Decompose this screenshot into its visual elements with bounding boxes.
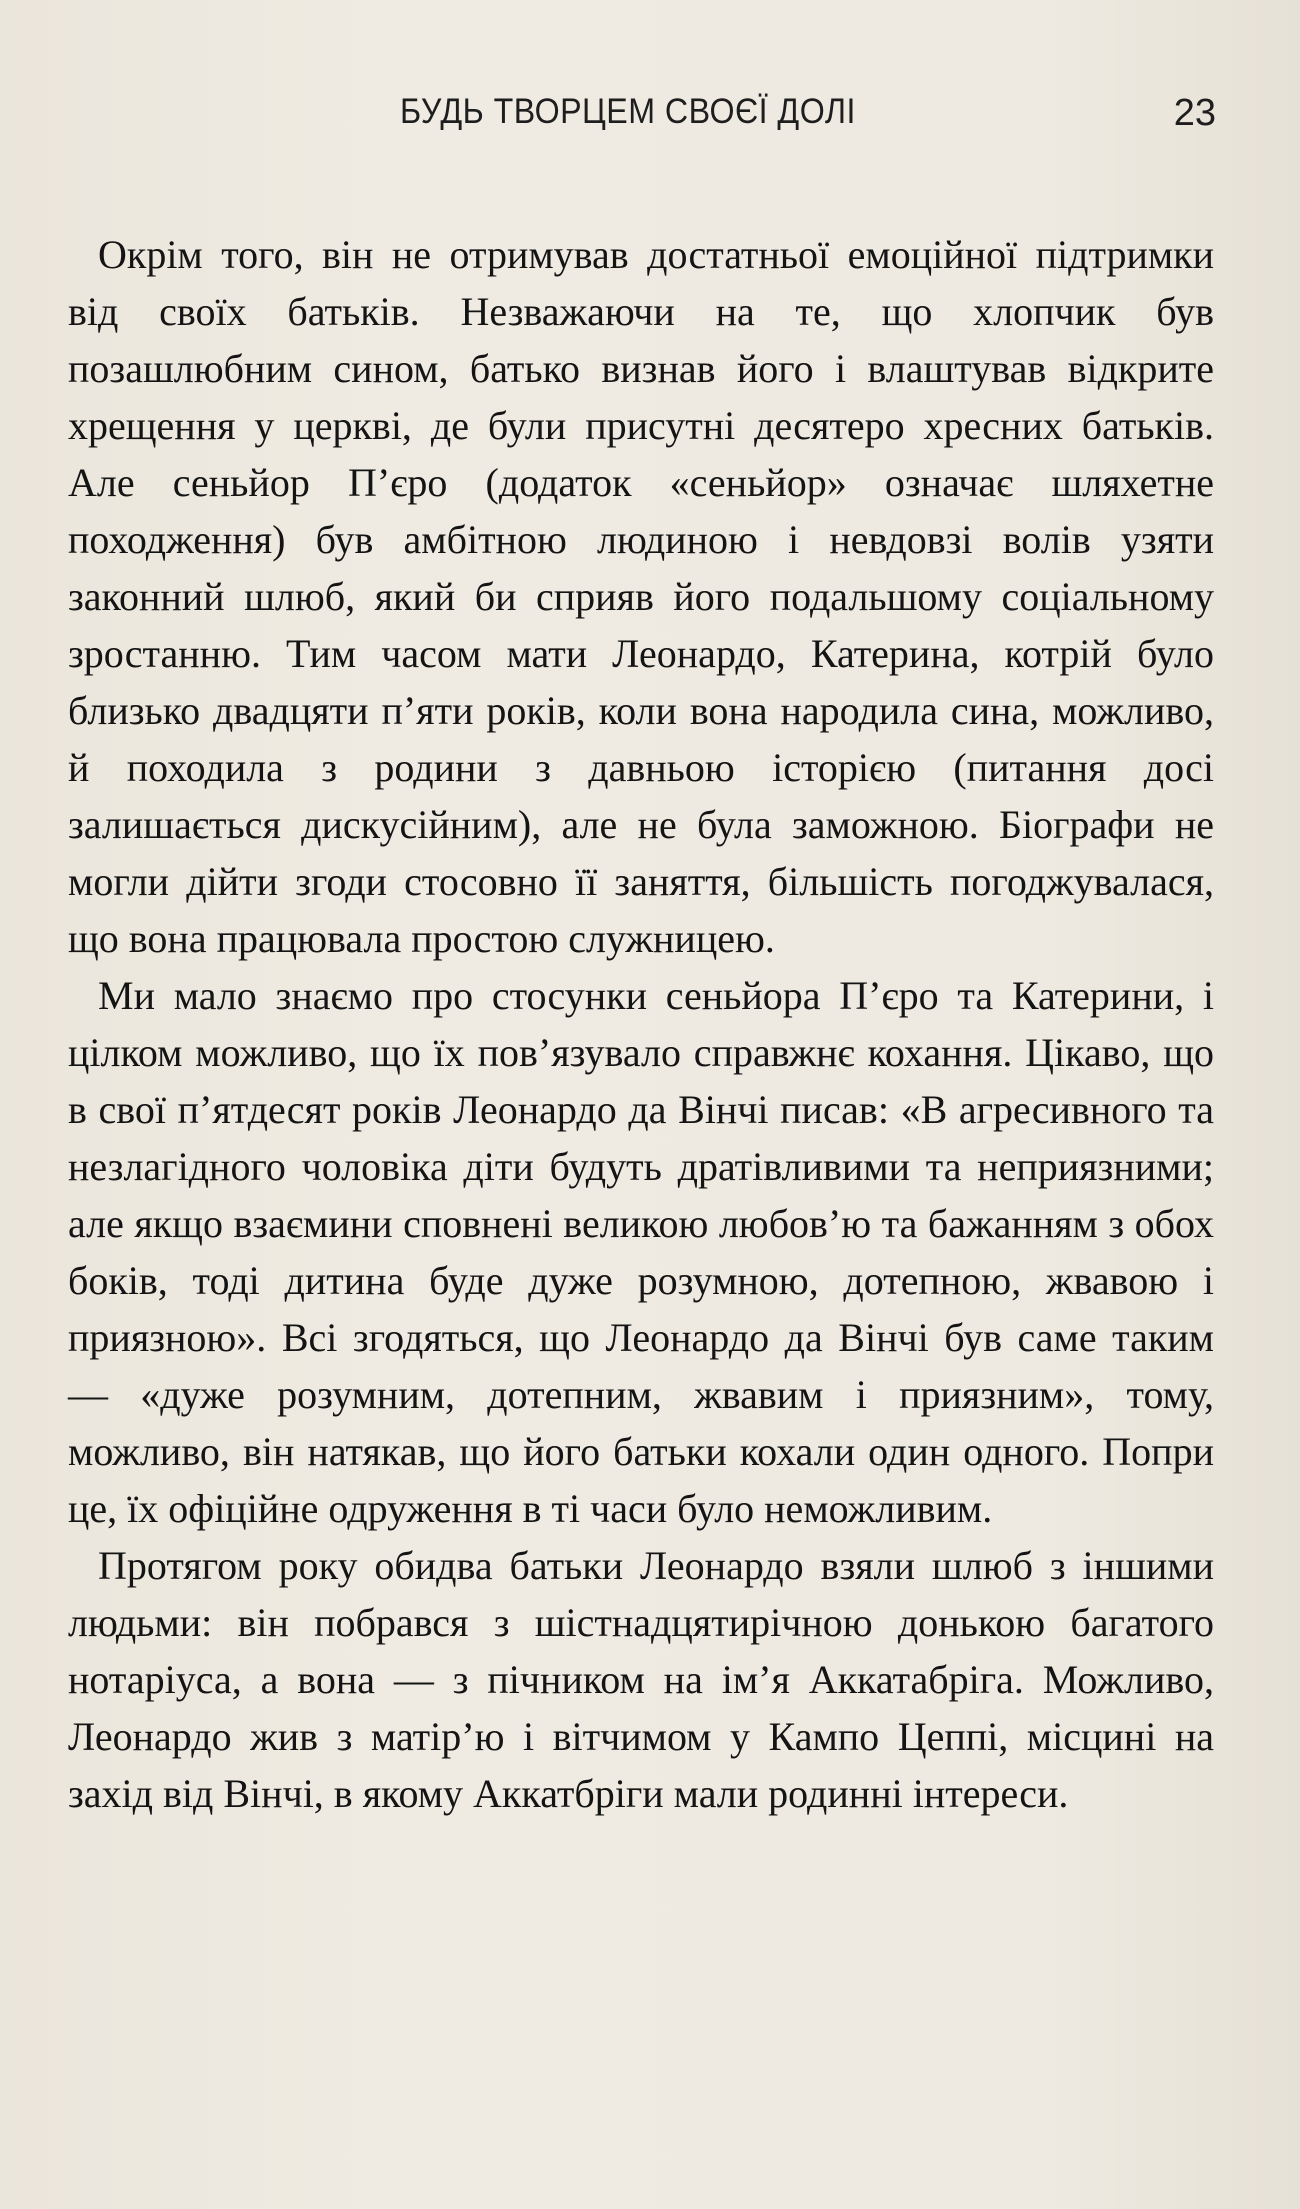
paragraph: Протягом року обидва батьки Леонардо взяли шлюб з іншими людьми: він побрався з шістнадцятирічною донькою багатого нотаріуса, а вона — з пічником на ім’я Аккатабріга. Можливо, Леонардо жив з матір’ю і вітчимом у Кампо Цеппі, місцині на захід від Вінчі, в якому Аккатбріги мали родинні інтереси.	[68, 1543, 1214, 1816]
running-head	[0, 92, 1300, 142]
page-number: 23	[1173, 92, 1216, 134]
paragraph: Ми мало знаємо про стосунки сеньйора П’єро та Катерини, і цілком можливо, що їх пов’язувало справжнє кохання. Цікаво, що в свої п’ятдесят років Леонардо да Вінчі писав: «В агресивного та незлагідного чоловіка діти будуть дратівливими та неприязними; але якщо взаємини сповнені великою любов’ю та бажанням з обох боків, тоді дитина буде дуже розумною, дотепною, жвавою і приязною». Всі згодяться, що Леонардо да Вінчі був саме таким — «дуже розумним, дотепним, жвавим і приязним», тому, можливо, він натякав, що його батьки кохали один одного. Попри це, їх офіційне одруження в ті часи було неможливим.	[68, 973, 1214, 1531]
body-text	[68, 226, 1214, 1822]
running-title: БУДЬ ТВОРЦЕМ СВОЄЇ ДОЛІ	[400, 92, 856, 131]
paragraph: Окрім того, він не отримував достатньої емоційної підтримки від своїх батьків. Незважаючи на те, що хлопчик був позашлюбним сином, батько визнав його і влаштував відкрите хрещення у церкві, де були присутні десятеро хресних батьків. Але сеньйор П’єро (додаток «сеньйор» означає шляхетне походження) був амбітною людиною і невдовзі волів узяти законний шлюб, який би сприяв його подальшому соціальному зростанню. Тим часом мати Леонардо, Катерина, котрій було близько двадцяти п’яти років, коли вона народила сина, можливо, й походила з родини з давньою історією (питання досі залишається дискусійним), але не була заможною. Біографи не могли дійти згоди стосовно її заняття, більшість погоджувалася, що вона працювала простою служницею.	[68, 232, 1214, 961]
